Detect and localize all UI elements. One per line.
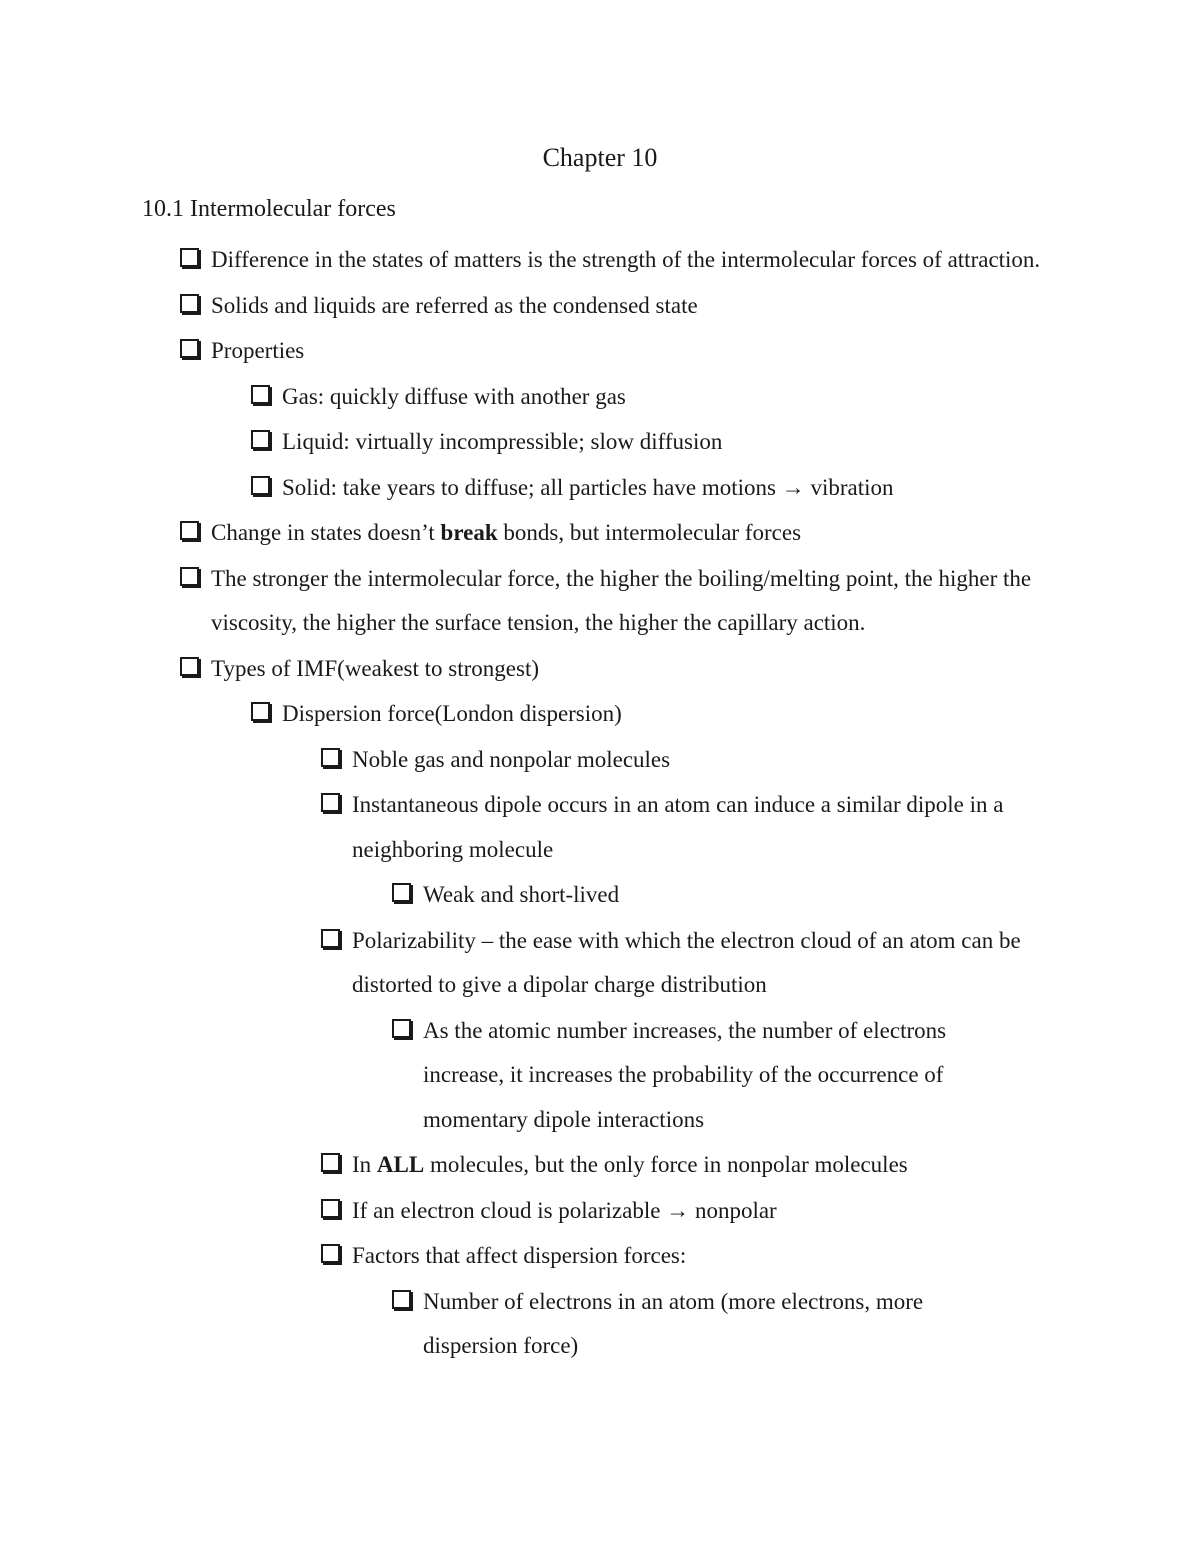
checkbox-icon [321,748,340,767]
list-item [0,1280,1013,1369]
checkbox-icon [251,476,270,495]
list-item [0,466,1042,511]
list-item-text: The stronger the intermolecular force, the higher the boiling/melting point, the higher the viscosity, the higher the surface tension, the higher the capillary action. [211,565,1032,635]
list-item-text: molecules, but the only force in nonpolar molecules [424,1152,908,1177]
list-item-text: Weak and short-lived [423,882,620,907]
list-item [0,1234,1062,1279]
section-heading: 10.1 Intermolecular forces [142,196,396,222]
list-item-text: Gas: quickly diffuse with another gas [282,383,626,409]
checklist [0,238,1200,1370]
list-item [0,284,1041,329]
checkbox-icon [180,521,199,540]
list-item-text: If an electron cloud is polarizable → nonpolar [352,1197,777,1223]
list-item-text: Types of IMF(weakest to strongest) [211,655,539,681]
list-item-text: In [352,1152,377,1177]
list-item [0,375,1042,420]
list-item [0,1189,1062,1234]
list-item-text: Polarizability – the ease with which the electron cloud of an atom can be distorted to give a dipolar charge distribution [352,927,1021,997]
checkbox-icon [392,1019,411,1038]
list-item-text: Difference in the states of matters is the strength of the intermolecular forces of attraction. [211,247,1041,272]
checkbox-icon [180,294,199,313]
list-item-text: Properties [211,338,305,363]
list-item-text: Solid: take years to diffuse; all particles have motions → vibration [282,474,894,500]
list-item-text: Dispersion force(London dispersion) [282,701,622,726]
list-item-text: As the atomic number increases, the number of electrons increase, it increases the probability of the occurrence of momentary dipole interactions [423,1017,947,1132]
list-item [0,783,1062,872]
list-item [0,1009,1013,1143]
list-item-text: Solids and liquids are referred as the condensed state [211,292,698,318]
list-item [0,238,1041,283]
bold-text: ALL [376,1152,425,1177]
list-item [0,919,1062,1008]
list-item [0,420,1042,465]
list-item [0,647,1041,692]
list-item-text: Number of electrons in an atom (more electrons, more dispersion force) [423,1288,924,1358]
checkbox-icon [251,430,270,449]
list-item [0,873,1013,918]
checkbox-icon [180,567,199,586]
checkbox-icon [321,1199,340,1218]
checkbox-icon [251,702,270,721]
list-item-text: Change in states doesn’t [211,520,441,545]
list-item-text: Instantaneous dipole occurs in an atom can induce a similar dipole in a neighboring molecule [352,792,1004,862]
page-title: Chapter 10 [542,143,658,172]
checkbox-icon [321,793,340,812]
list-item [0,329,1041,374]
list-item [0,1143,1062,1188]
checkbox-icon [321,1153,340,1172]
list-item [0,511,1041,556]
checkbox-icon [392,1290,411,1309]
checkbox-icon [251,385,270,404]
checkbox-icon [180,339,199,358]
list-item-text: bonds, but intermolecular forces [497,520,802,545]
checkbox-icon [392,883,411,902]
list-item [0,557,1041,646]
checkbox-icon [321,929,340,948]
list-item [0,738,1062,783]
list-item-text: Liquid: virtually incompressible; slow diffusion [282,429,723,454]
list-item [0,692,1042,737]
list-item-text: Noble gas and nonpolar molecules [352,746,671,772]
bold-text: break [440,520,498,545]
checkbox-icon [321,1244,340,1263]
checkbox-icon [180,248,199,267]
checkbox-icon [180,657,199,676]
list-item-text: Factors that affect dispersion forces: [352,1243,687,1268]
